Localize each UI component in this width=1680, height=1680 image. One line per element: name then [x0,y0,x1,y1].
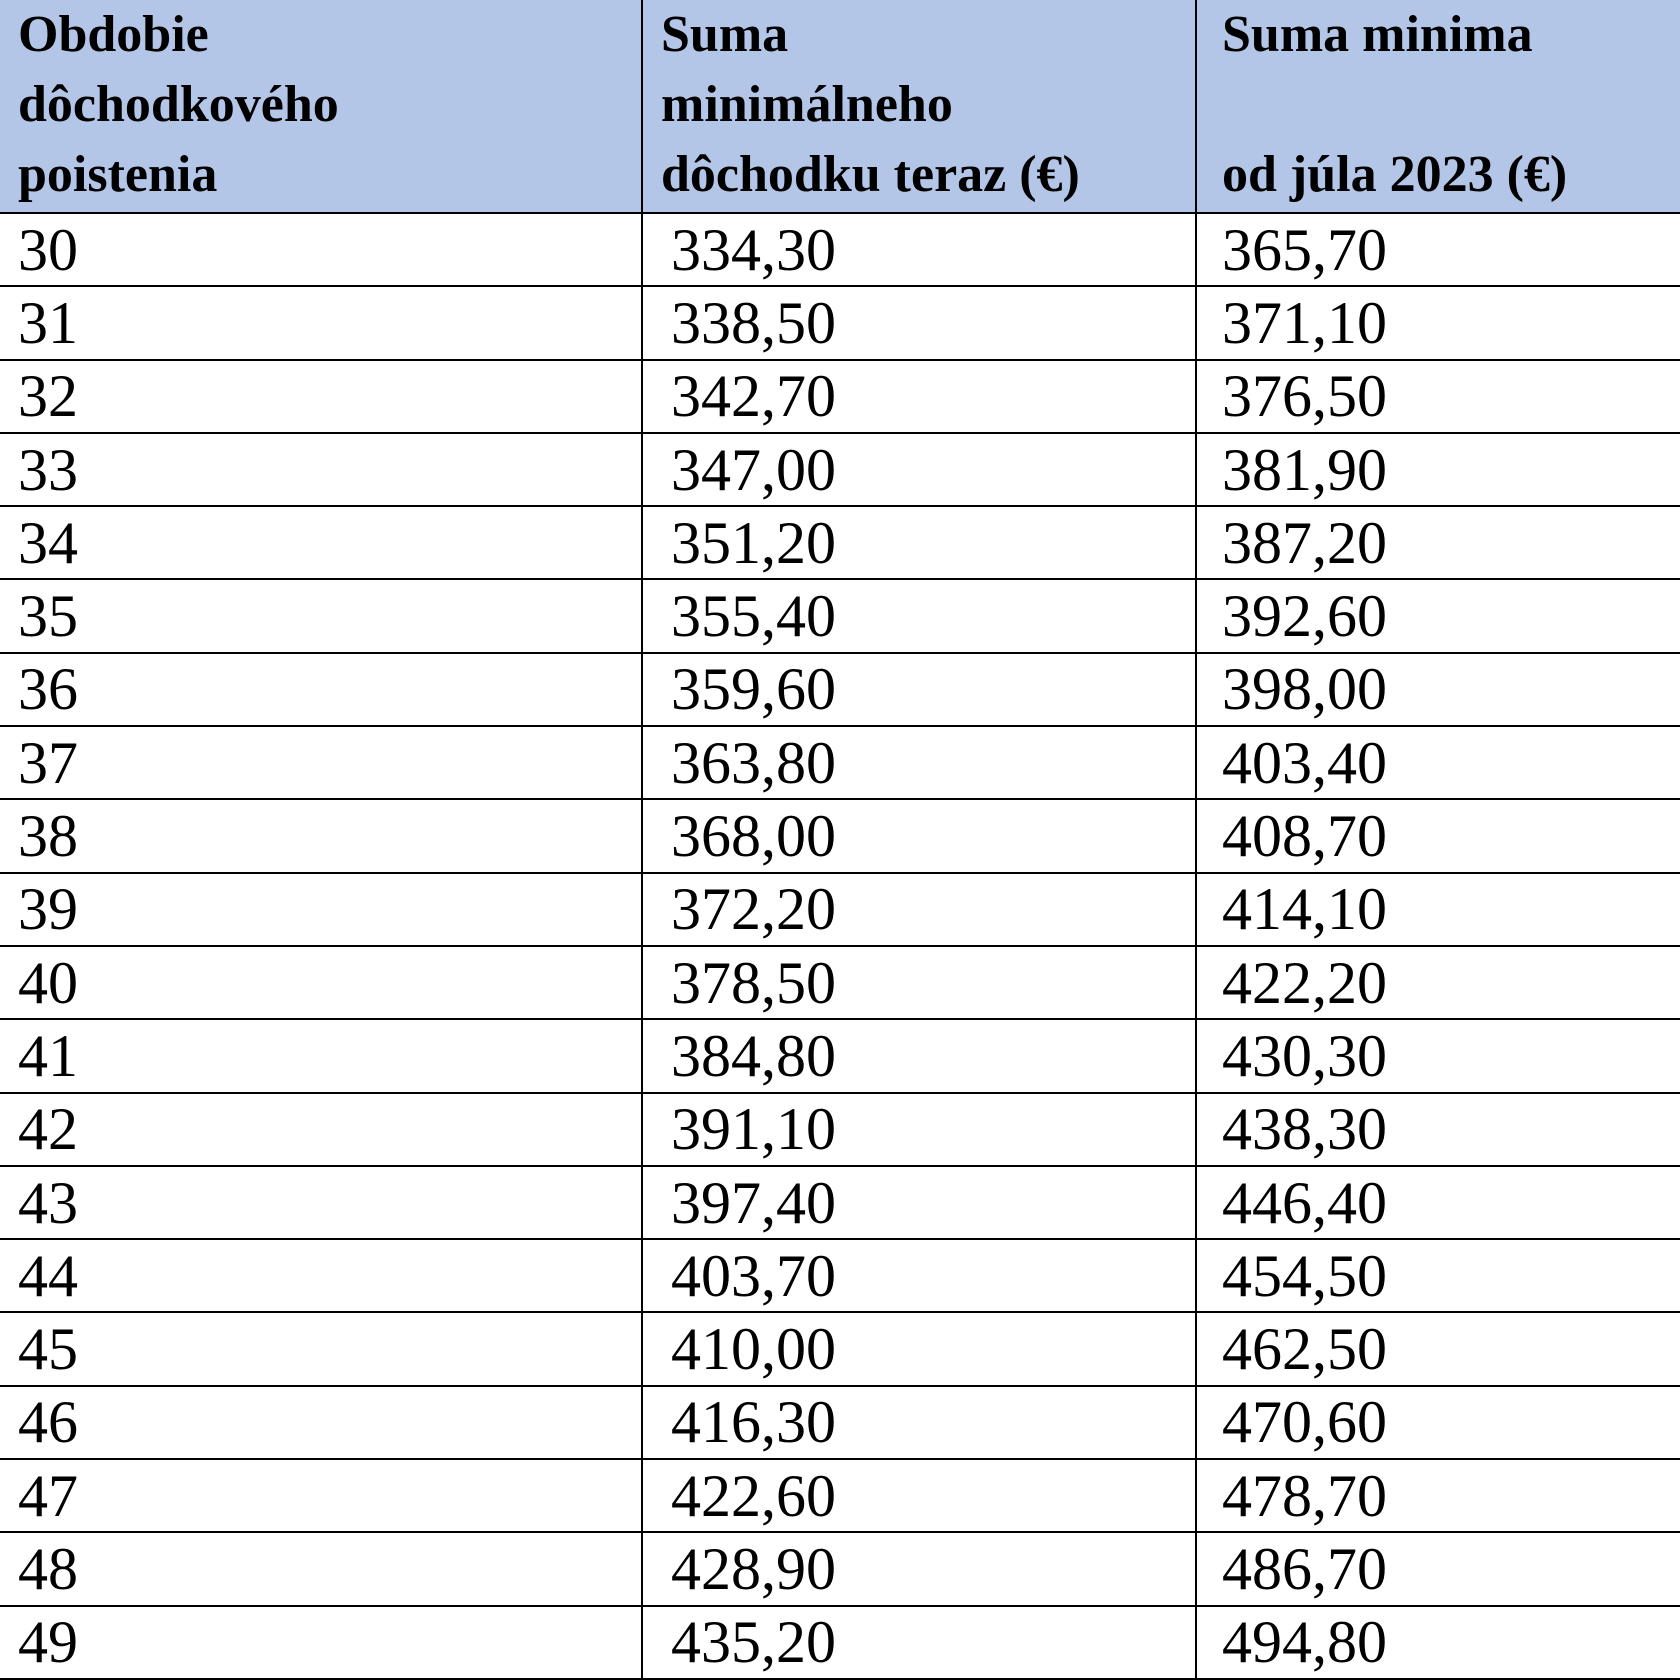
cell-current-minimum: 397,40 [642,1166,1196,1239]
cell-insurance-years: 48 [0,1532,642,1605]
table-row [0,506,1680,579]
cell-minimum-july-2023: 381,90 [1196,433,1680,506]
cell-insurance-years: 37 [0,726,642,799]
cell-insurance-years: 47 [0,1459,642,1532]
cell-insurance-years: 35 [0,579,642,652]
table-row [0,1532,1680,1605]
cell-minimum-july-2023: 422,20 [1196,946,1680,1019]
cell-minimum-july-2023: 494,80 [1196,1606,1680,1679]
header-current-minimum-pension [642,0,1196,213]
cell-current-minimum: 355,40 [642,579,1196,652]
cell-insurance-years: 39 [0,873,642,946]
table-row [0,1093,1680,1166]
table-row [0,1312,1680,1385]
header-text-line: poistenia [18,146,218,203]
cell-current-minimum: 391,10 [642,1093,1196,1166]
cell-insurance-years: 44 [0,1239,642,1312]
header-text-line: Obdobie [18,6,209,63]
cell-current-minimum: 338,50 [642,286,1196,359]
cell-current-minimum: 363,80 [642,726,1196,799]
table-row [0,946,1680,1019]
cell-insurance-years: 36 [0,653,642,726]
cell-current-minimum: 378,50 [642,946,1196,1019]
cell-current-minimum: 384,80 [642,1019,1196,1092]
table-row [0,433,1680,506]
cell-insurance-years: 45 [0,1312,642,1385]
cell-minimum-july-2023: 454,50 [1196,1239,1680,1312]
table-row [0,213,1680,286]
cell-minimum-july-2023: 438,30 [1196,1093,1680,1166]
table-row [0,653,1680,726]
cell-current-minimum: 416,30 [642,1386,1196,1459]
cell-minimum-july-2023: 376,50 [1196,360,1680,433]
table-row [0,873,1680,946]
table-row [0,726,1680,799]
cell-current-minimum: 342,70 [642,360,1196,433]
cell-insurance-years: 32 [0,360,642,433]
header-text-line: dôchodkového [18,76,339,133]
cell-insurance-years: 43 [0,1166,642,1239]
cell-insurance-years: 31 [0,286,642,359]
header-text-line: minimálneho [661,76,953,133]
cell-current-minimum: 334,30 [642,213,1196,286]
cell-current-minimum: 422,60 [642,1459,1196,1532]
cell-minimum-july-2023: 462,50 [1196,1312,1680,1385]
table-body [0,213,1680,1679]
table-row [0,1239,1680,1312]
cell-current-minimum: 359,60 [642,653,1196,726]
cell-current-minimum: 351,20 [642,506,1196,579]
cell-current-minimum: 347,00 [642,433,1196,506]
cell-minimum-july-2023: 478,70 [1196,1459,1680,1532]
cell-minimum-july-2023: 365,70 [1196,213,1680,286]
cell-current-minimum: 372,20 [642,873,1196,946]
table-row [0,1166,1680,1239]
cell-insurance-years: 42 [0,1093,642,1166]
header-text-line: dôchodku teraz (€) [661,146,1080,203]
cell-minimum-july-2023: 430,30 [1196,1019,1680,1092]
header-text-line: Suma [661,6,789,63]
cell-insurance-years: 30 [0,213,642,286]
cell-insurance-years: 40 [0,946,642,1019]
cell-minimum-july-2023: 408,70 [1196,799,1680,872]
table-row [0,286,1680,359]
cell-current-minimum: 428,90 [642,1532,1196,1605]
cell-insurance-years: 33 [0,433,642,506]
header-row [0,0,1680,213]
cell-minimum-july-2023: 371,10 [1196,286,1680,359]
cell-current-minimum: 435,20 [642,1606,1196,1679]
cell-minimum-july-2023: 387,20 [1196,506,1680,579]
table-row [0,799,1680,872]
cell-insurance-years: 34 [0,506,642,579]
cell-minimum-july-2023: 486,70 [1196,1532,1680,1605]
table-row [0,1386,1680,1459]
cell-insurance-years: 49 [0,1606,642,1679]
cell-minimum-july-2023: 398,00 [1196,653,1680,726]
table-row [0,1606,1680,1679]
header-text-line: od júla 2023 (€) [1222,146,1568,203]
cell-minimum-july-2023: 470,60 [1196,1386,1680,1459]
table-row [0,1019,1680,1092]
header-insurance-period [0,0,642,213]
cell-minimum-july-2023: 403,40 [1196,726,1680,799]
header-spacer [1222,70,1680,140]
cell-current-minimum: 410,00 [642,1312,1196,1385]
cell-insurance-years: 38 [0,799,642,872]
header-text-line: Suma minima [1222,6,1533,63]
cell-minimum-july-2023: 446,40 [1196,1166,1680,1239]
header-minimum-from-july-2023 [1196,0,1680,213]
table-header [0,0,1680,213]
cell-current-minimum: 403,70 [642,1239,1196,1312]
cell-minimum-july-2023: 414,10 [1196,873,1680,946]
table-row [0,579,1680,652]
cell-insurance-years: 46 [0,1386,642,1459]
cell-insurance-years: 41 [0,1019,642,1092]
table-row [0,1459,1680,1532]
table-row [0,360,1680,433]
cell-minimum-july-2023: 392,60 [1196,579,1680,652]
cell-current-minimum: 368,00 [642,799,1196,872]
